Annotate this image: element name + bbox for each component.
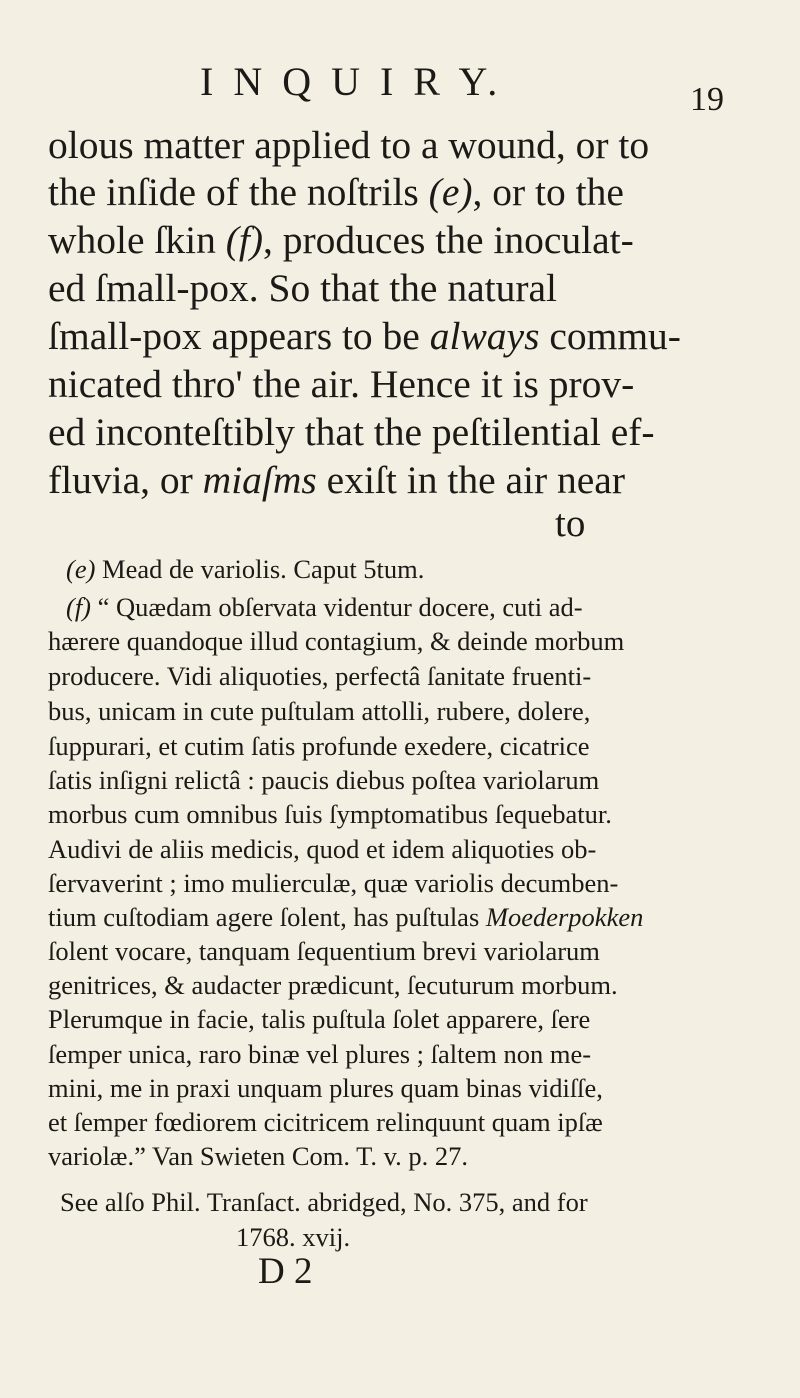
main-text-segment: the inſide of the noſtrils bbox=[48, 170, 429, 214]
main-text-segment: , produces the inoculat- bbox=[263, 218, 634, 262]
main-text-line bbox=[48, 312, 681, 360]
main-text-segment: ſmall-pox appears to be bbox=[48, 314, 430, 358]
main-text-segment: commu- bbox=[539, 314, 681, 358]
main-text-segment: fluvia, or bbox=[48, 458, 203, 502]
main-text-line bbox=[48, 121, 649, 169]
main-text-line bbox=[48, 408, 655, 456]
footnote-line: ſuppurari, et cutim ſatis profunde exedere, cicatrice bbox=[48, 731, 590, 761]
footnote-line: mini, me in praxi unquam plures quam binas vidiſſe, bbox=[48, 1073, 603, 1103]
footnote-line: et ſemper fœdiorem cicitricem relinquunt quam ipſæ bbox=[48, 1107, 603, 1137]
footnote-line: bus, unicam in cute puſtulam attolli, rubere, dolere, bbox=[48, 696, 591, 726]
main-text-line bbox=[48, 168, 624, 216]
footnote-marker: (f) bbox=[66, 592, 92, 622]
page-number: 19 bbox=[690, 81, 724, 118]
footnote-line: Plerumque in facie, talis puſtula ſolet apparere, ſere bbox=[48, 1004, 591, 1034]
main-text-segment: ed inconteſtibly that the peſtilential ef- bbox=[48, 410, 655, 454]
footnote-line: See alſo Phil. Tranſact. abridged, No. 375, and for bbox=[60, 1187, 588, 1217]
main-text-segment: , or to the bbox=[472, 170, 624, 214]
italic-word: miaſms bbox=[202, 458, 317, 502]
footnote-line: Audivi de aliis medicis, quod et idem aliquoties ob- bbox=[48, 834, 597, 864]
footnote-reference: (e) bbox=[428, 170, 473, 214]
footnote-line: hærere quandoque illud contagium, & deinde morbum bbox=[48, 626, 625, 656]
main-text-segment: exiſt in the air near bbox=[316, 458, 625, 502]
footnote-line: producere. Vidi aliquoties, perfectâ ſanitate fruenti- bbox=[48, 661, 592, 691]
footnote-text: “ Quædam obſervata videntur docere, cuti ad- bbox=[91, 592, 583, 622]
footnote-line: ſolent vocare, tanquam ſequentium brevi variolarum bbox=[48, 936, 600, 966]
footnote-line: ſervaverint ; imo mulierculæ, quæ variolis decumben- bbox=[48, 868, 619, 898]
main-text-line bbox=[48, 456, 625, 504]
italic-word: always bbox=[429, 314, 540, 358]
footnote-line: variolæ.” Van Swieten Com. T. v. p. 27. bbox=[48, 1141, 469, 1171]
footnote-reference: (f) bbox=[225, 218, 264, 262]
main-text-segment: ed ſmall-pox. So that the natural bbox=[48, 266, 557, 310]
footnote-line: morbus cum omnibus ſuis ſymptomatibus ſequebatur. bbox=[48, 799, 612, 829]
italic-word: Moederpokken bbox=[485, 902, 644, 932]
footnote-marker: (e) bbox=[66, 554, 96, 584]
main-text-line bbox=[48, 264, 557, 312]
footnote-text: Mead de variolis. Caput 5tum. bbox=[95, 554, 425, 584]
footnote-line: ſatis inſigni relictâ : paucis diebus poſtea variolarum bbox=[48, 765, 600, 795]
main-text-segment: whole ſkin bbox=[48, 218, 226, 262]
footnote-line: 1768. xvij. bbox=[236, 1222, 351, 1252]
main-text-line bbox=[48, 216, 634, 264]
footnote-line: ſemper unica, raro binæ vel plures ; ſaltem non me- bbox=[48, 1039, 592, 1069]
footnote-line bbox=[66, 590, 583, 624]
footnote-line bbox=[48, 900, 643, 934]
main-text-line bbox=[48, 360, 634, 408]
footnote-text: tium cuſtodiam agere ſolent, has puſtulas bbox=[48, 902, 486, 932]
footnote-line bbox=[66, 552, 424, 586]
running-head-title: I N Q U I R Y. bbox=[200, 59, 503, 104]
footnote-line: genitrices, & audacter prædicunt, ſecuturum morbum. bbox=[48, 970, 618, 1000]
catchword: to bbox=[555, 502, 586, 545]
signature-mark: D 2 bbox=[258, 1251, 313, 1292]
main-text-segment: olous matter applied to a wound, or to bbox=[48, 123, 650, 167]
main-text-segment: nicated thro' the air. Hence it is prov- bbox=[48, 362, 635, 406]
